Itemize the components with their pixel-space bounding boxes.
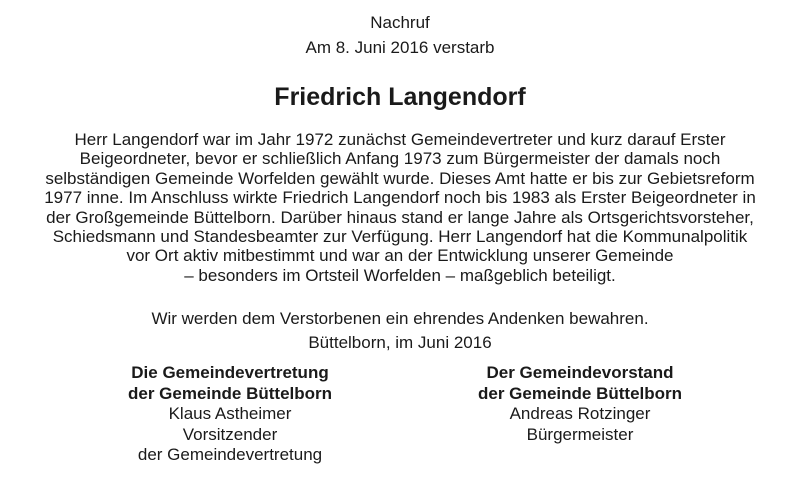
body-line: Schiedsmann und Standesbeamter zur Verfügung. Herr Langendorf hat die Kommunalpolitik xyxy=(52,227,748,247)
signature-role: Bürgermeister xyxy=(526,424,634,444)
signature-org-line: der Gemeinde Büttelborn xyxy=(477,383,683,403)
signature-role: der Gemeindevertretung xyxy=(137,445,323,464)
body-line: 1977 inne. Im Anschluss wirkte Friedrich Langendorf noch bis 1983 als Erster Beigeordneter in xyxy=(44,188,756,208)
signature-person: Klaus Astheimer xyxy=(168,404,292,423)
signature-org-line: Der Gemeindevorstand xyxy=(486,363,674,382)
deceased-name: Friedrich Langendorf xyxy=(274,83,526,111)
place-date-line: Büttelborn, im Juni 2016 xyxy=(308,333,492,352)
notice-title: Nachruf xyxy=(370,13,430,32)
body-line: vor Ort aktiv mitbestimmt und war an der Entwicklung unserer Gemeinde xyxy=(126,246,674,266)
signature-role: Vorsitzender xyxy=(182,424,278,444)
body-line: selbständigen Gemeinde Worfelden gewählt wurde. Dieses Amt hatte er bis zur Gebietsreform xyxy=(45,168,755,188)
body-line: Beigeordneter, bevor er schließlich Anfang 1973 zum Bürgermeister der damals noch xyxy=(79,149,721,169)
signature-org-line: Die Gemeindevertretung xyxy=(131,363,329,382)
body-line: – besonders im Ortsteil Worfelden – maßgeblich beteiligt. xyxy=(184,265,616,285)
signature-org-line: der Gemeinde Büttelborn xyxy=(127,383,333,403)
signature-block-council xyxy=(70,363,390,466)
death-date-line: Am 8. Juni 2016 verstarb xyxy=(305,38,495,57)
body-line: der Großgemeinde Büttelborn. Darüber hinaus stand er lange Jahre als Ortsgerichtsvorsteher, xyxy=(46,207,754,227)
obituary-body xyxy=(10,130,790,285)
signature-person: Andreas Rotzinger xyxy=(509,404,651,423)
body-line: Herr Langendorf war im Jahr 1972 zunächst Gemeindevertreter und kurz darauf Erster xyxy=(74,130,726,149)
signature-block-board xyxy=(420,363,740,445)
remembrance-line: Wir werden dem Verstorbenen ein ehrendes Andenken bewahren. xyxy=(151,309,649,328)
